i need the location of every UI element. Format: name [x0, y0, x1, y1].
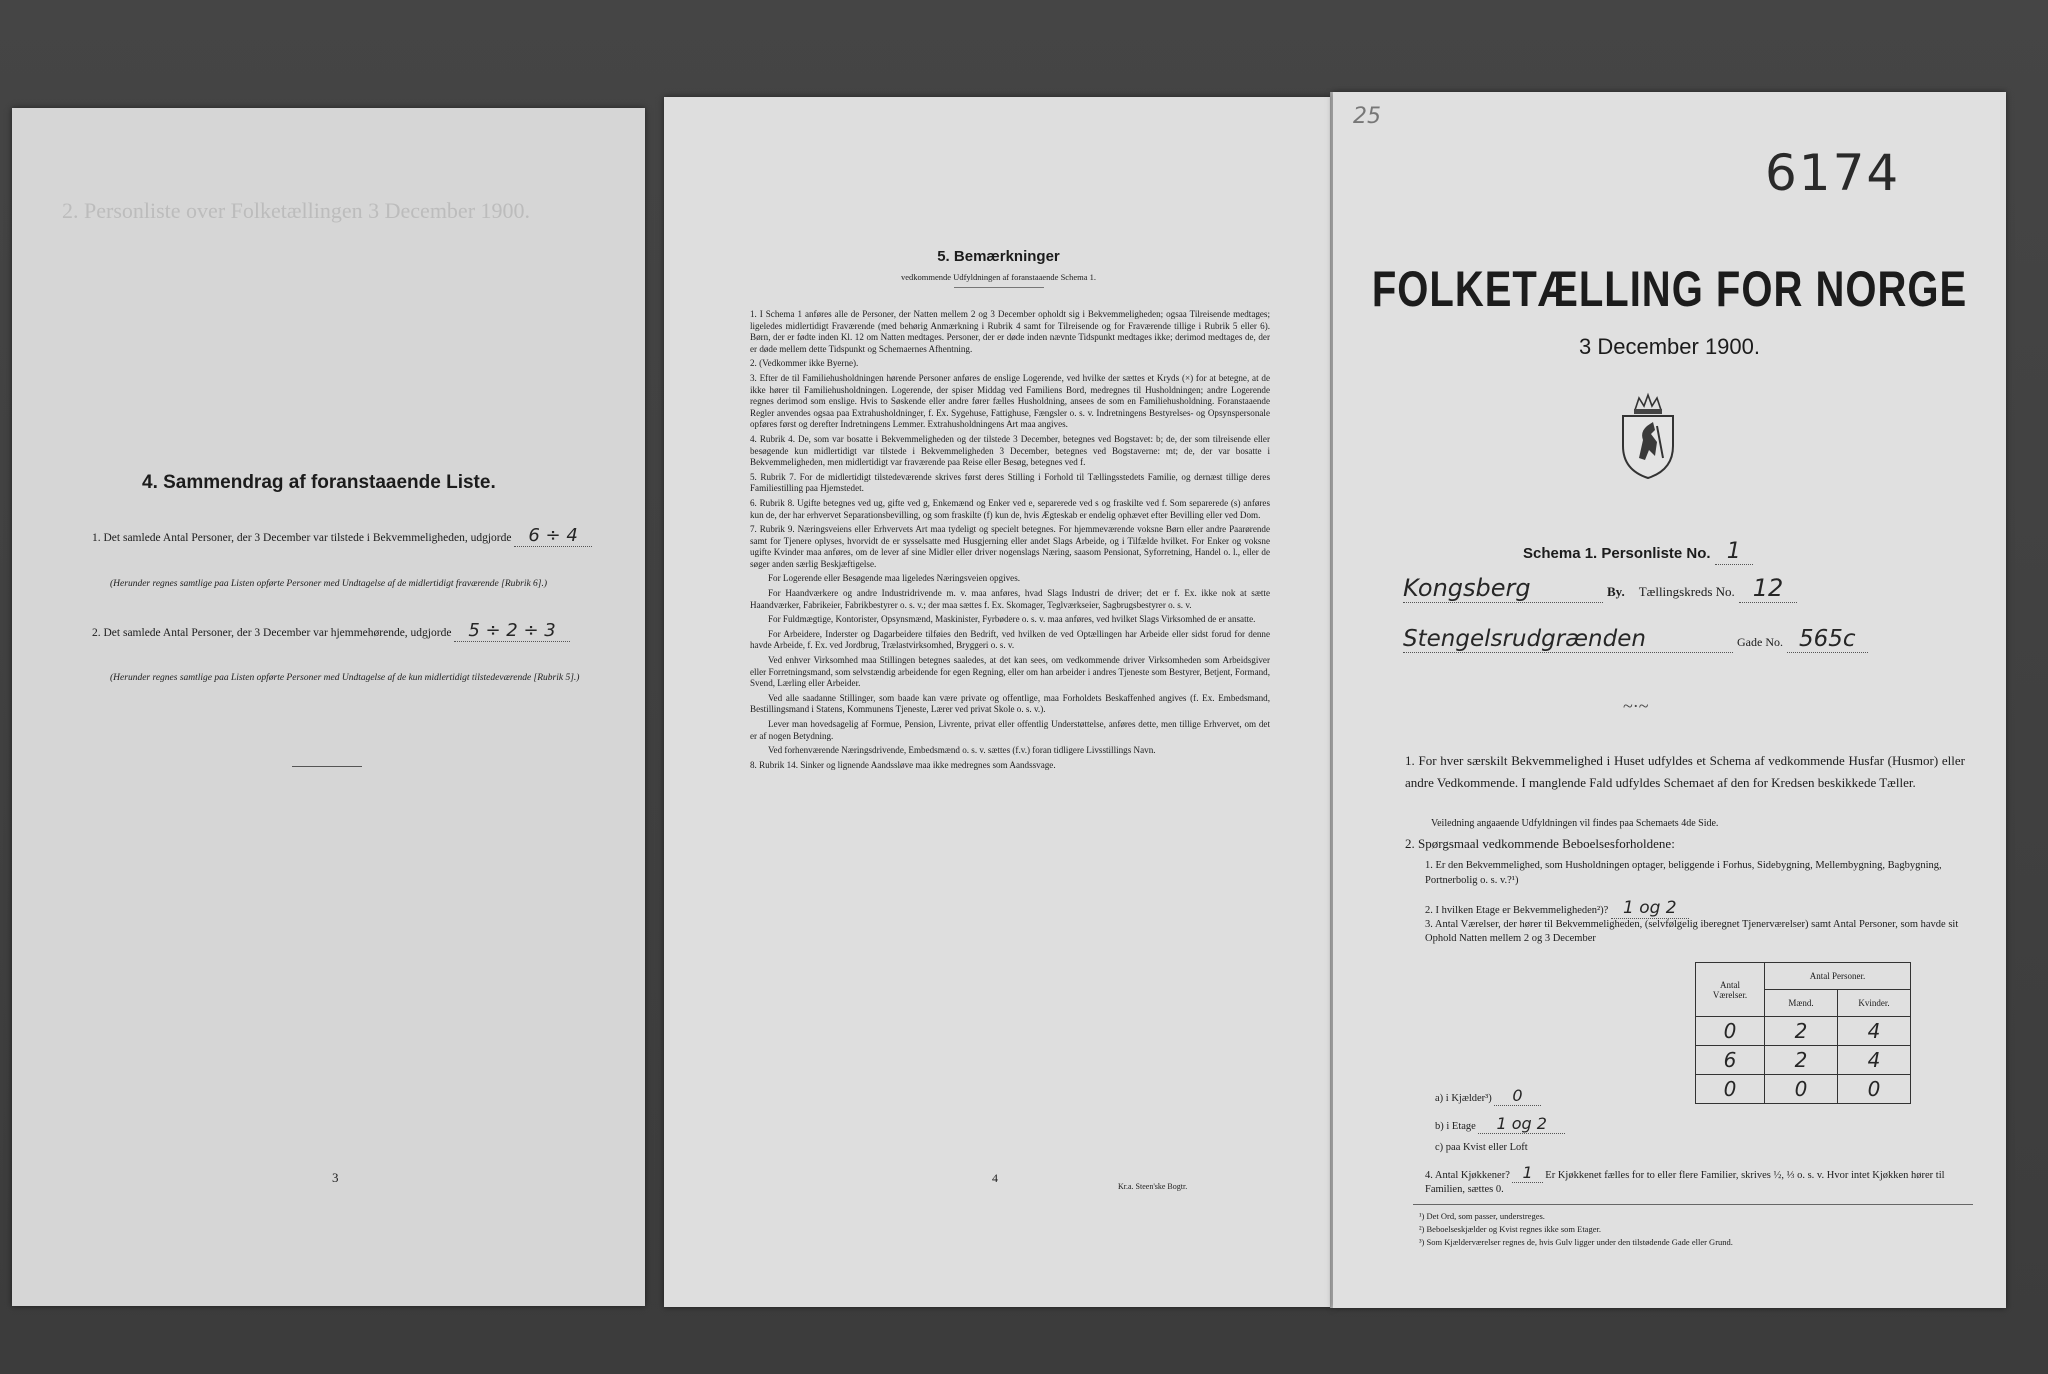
footnote-rule	[1413, 1204, 1973, 1205]
cell-women-a: 4	[1838, 1017, 1911, 1046]
instruction-1-note: Veiledning angaaende Udfyldningen vil findes paa Schemaets 4de Side.	[1431, 818, 1719, 829]
remark-paragraph: 3. Efter de til Familiehusholdningen hørende Personer anføres de enslige Logerende, ved hvilke der sættes et Kryds (×) for at betegne, at de ikke hører til Familiehusholdningen. Logerende, der spiser Middag ved Familiens Bord, medregnes til Husholdningen; andre Logerende regnes derimod som enslige. Hvis to Søskende eller andre fører fælles Husholdning, ansees de som en Familiehusholdning. Foranstaaende Regler anvendes ogsaa paa Extrahusholdninger, f. Ex. Sygehuse, Fattighuse, Fængsler o. s. v. Indretningens Bestyrelses- og Opsynspersonale opføres først og derefter Indretningens Lemmer. Extrahusholdningens Art maa angives.	[750, 372, 1270, 430]
summary-item-2-text: 2. Det samlede Antal Personer, der 3 December var hjemmehørende, udgjorde	[92, 627, 452, 639]
question-4-rest: Er Kjøkkenet fælles for to eller flere Familier, skrives ½, ⅓ o. s. v. Hvor intet Kjøkken hører til Familien, sættes 0.	[1425, 1170, 1945, 1195]
street-value: Stengelsrudgrænden	[1403, 626, 1733, 653]
archive-number: 6174	[1765, 144, 1901, 202]
remark-paragraph: 6. Rubrik 8. Ugifte betegnes ved ug, gifte ved g, Enkemænd og Enker ved e, separerede ved s og fraskilte ved f. Som separerede (s) anføres kun de, der har erhvervet Separationsbevilling, og som fraskilte (f) kun de, hvis Ægteskab er endelig ophævet efter Bevilling eller ved Dom.	[750, 497, 1270, 520]
cell-women-b: 4	[1838, 1046, 1911, 1075]
row-label-b	[1435, 1114, 1565, 1133]
question-4-text: 4. Antal Kjøkkener?	[1425, 1170, 1510, 1181]
by-label: By.	[1607, 584, 1625, 599]
coat-of-arms-icon	[1617, 392, 1679, 480]
cell-women-c: 0	[1838, 1075, 1911, 1104]
row-label-a-answer: 0	[1494, 1086, 1540, 1106]
footnotes	[1419, 1210, 1979, 1249]
schema-label-text: Schema 1. Personliste No.	[1523, 545, 1711, 562]
cell-men-b: 2	[1765, 1046, 1838, 1075]
kreds-value: 12	[1739, 574, 1798, 603]
kreds-label: Tællingskreds No.	[1638, 584, 1735, 599]
remark-paragraph: Lever man hovedsagelig af Formue, Pension, Livrente, privat eller offentlig Understøttelse, anføres dette, men tillige Erhvervet, om det er af nogen Betydning.	[750, 719, 1270, 741]
footnote-2: ²) Beboelseskjælder og Kvist regnes ikke som Etager.	[1419, 1224, 1601, 1234]
question-4-answer: 1	[1512, 1163, 1542, 1183]
cell-rooms-a: 0	[1696, 1017, 1765, 1046]
summary-item-1-text: 1. Det samlede Antal Personer, der 3 December var tilstede i Bekvemmeligheden, udgjorde	[92, 532, 512, 544]
remark-paragraph: 8. Rubrik 14. Sinker og lignende Aandssløve maa ikke medregnes som Aandssvage.	[750, 759, 1056, 770]
schema-number: 1	[1715, 539, 1753, 565]
summary-item-1-note: (Herunder regnes samtlige paa Listen opførte Personer med Undtagelse af de midlertidigt fraværende [Rubrik 6].)	[110, 579, 548, 589]
remark-paragraph: 7. Rubrik 9. Næringsveiens eller Erhvervets Art maa tydeligt og specielt betegnes. For hjemmeværende voksne Børn eller andre Paarørende samt for Tjenere oplyses, hvorvidt de er sysselsatte med Husgjerning eller andet Slags Arbeide, og i Tilfælde hvilket. For Enker og voksne ugifte Kvinder maa anføres, om de lever af sine Midler eller driver nogenslags Næring, saasom Pensionat, Syforretning, Handel o. l., eller de søger anden særlig Beskjæftigelse.	[750, 524, 1270, 569]
footnote-1: ¹) Det Ord, som passer, understreges.	[1419, 1211, 1545, 1221]
cell-men-a: 2	[1765, 1017, 1838, 1046]
remark-paragraph: For Arbeidere, Inderster og Dagarbeidere tilføies den Bedrift, ved hvilken de ved Optællingen har Arbeide eller sidst forud for denne havde Arbeide, f. Ex. ved Jordbrug, Trælastvirksomhed, Bryggeri o. s. v.	[750, 628, 1270, 651]
question-2-text: 2. I hvilken Etage er Bekvemmeligheden²)?	[1425, 905, 1609, 916]
row-label-b-answer: 1 og 2	[1478, 1114, 1564, 1134]
header-women: Kvinder.	[1838, 990, 1911, 1017]
remarks-rule	[954, 287, 1044, 288]
remarks-body	[750, 309, 1270, 774]
header-persons: Antal Personer.	[1765, 963, 1911, 990]
gade-label: Gade No.	[1737, 635, 1783, 649]
row-label-c: c) paa Kvist eller Loft	[1435, 1142, 1528, 1153]
row-label-a-text: a) i Kjælder³)	[1435, 1093, 1492, 1104]
summary-item-1-value: 6 ÷ 4	[514, 525, 591, 547]
remark-paragraph: 1. I Schema 1 anføres alle de Personer, der Natten mellem 2 og 3 December opholdt sig i Bekvemmeligheden; ogsaa Tilreisende medtages; ligeledes midlertidigt Fraværende (med behørig Anmærkning i Rubrik 4 samt for Tilreisende og for Fraværende tillige i Rubrik 5 eller 6). Børn, der er fødte inden Kl. 12 om Natten medtages. Personer, der er døde inden nævnte Tidspunkt medtages ikke; derimod medtages de, der er døde mellem dette Tidspunkt og Schemaernes Afhentning.	[750, 309, 1270, 354]
remark-paragraph: 4. Rubrik 4. De, som var bosatte i Bekvemmeligheden og der tilstede 3 December, betegnes ved Bogstavet: b; de, der som tilreisende eller besøgende kun midlertidigt var tilstede i Bekvemmeligheden 3 December, betegnes ved Bogstaverne: mt; de, der var bosatte i Bekvemmeligheden, men midlertidigt var fraværende paa Reise eller Besøg, betegnes ved f.	[750, 433, 1270, 468]
header-men: Mænd.	[1765, 990, 1838, 1017]
printer-imprint: Kr.a. Steen'ske Bogtr.	[1118, 1182, 1188, 1191]
remark-paragraph: For Logerende eller Besøgende maa ligeledes Næringsveien opgives.	[768, 573, 1021, 584]
footnote-3: ³) Som Kjælderværelser regnes de, hvis Gulv ligger under den tilstødende Gade eller Grund.	[1419, 1237, 1733, 1247]
gade-value: 565c	[1787, 626, 1868, 653]
summary-heading: 4. Sammendrag af foranstaaende Liste.	[142, 472, 496, 493]
summary-item-2	[92, 620, 592, 641]
remarks-subheading: vedkommende Udfyldningen af foranstaaende Schema 1.	[901, 272, 1096, 282]
remark-paragraph: For Haandværkere og andre Industridrivende m. v. maa anføres, hvad Slags Industri de driver; det er f. Ex. ikke nok at sætte Haandværker, Fabrikeier, Fabrikbestyrer o. s. v.; der maa sættes f. Ex. Skomager, Teglværkseier, Sagbrugsbestyrer o. s. v.	[750, 588, 1270, 610]
question-2-answer: 1 og 2	[1611, 898, 1689, 919]
header-rooms: Antal Værelser.	[1696, 963, 1765, 1017]
remark-paragraph: For Fuldmægtige, Kontorister, Opsynsmænd, Maskinister, Fyrbødere o. s. v. maa anføres, ved hvilket Slags Virksomhed de er ansatte.	[768, 614, 1256, 625]
question-3: 3. Antal Værelser, der hører til Bekvemmeligheden, (selvfølgelig iberegnet Tjenerværelser) samt Antal Personer, som havde sit Ophold Natten mellem 2 og 3 December	[1425, 919, 1959, 944]
cell-men-c: 0	[1765, 1075, 1838, 1104]
instruction-2: 2. Spørgsmaal vedkommende Beboelsesforholdene:	[1405, 836, 1675, 851]
question-4	[1425, 1163, 1970, 1197]
remarks-heading: 5. Bemærkninger	[937, 248, 1060, 265]
question-1	[1425, 858, 1970, 888]
housing-table	[1695, 962, 1911, 1104]
instruction-1: 1. For hver særskilt Bekvemmelighed i Huset udfyldes et Schema af vedkommende Husfar (Husmor) eller andre Vedkommende. I manglende Fald udfyldes Schemaet af den for Kredsen beskikkede Tæller.	[1405, 753, 1965, 790]
remark-paragraph: 2. (Vedkommer ikke Byerne).	[750, 358, 859, 369]
right-page	[1333, 92, 2006, 1308]
left-page	[12, 108, 645, 1306]
remark-paragraph: Ved alle saadanne Stillinger, som baade kan være private og offentlige, maa Forholdets Beskaffenhed angives (f. Ex. Embedsmand, Bestillingsmand i Statens, Kommunens Tjeneste, Lærer ved privat Skole o. s. v.).	[750, 692, 1270, 715]
question-2	[1425, 898, 1970, 918]
page-number-3: 3	[332, 1170, 339, 1185]
summary-item-1	[92, 525, 592, 546]
remark-paragraph: 5. Rubrik 7. For de midlertidigt tilstedeværende skrives først deres Stilling i Forhold til Tællingsstedets Familie, og dernæst tillige deres Familiestilling paa Hjemstedet.	[750, 471, 1270, 494]
row-label-b-text: b) i Etage	[1435, 1121, 1476, 1132]
bleed-through-header: 2. Personliste over Folketællingen 3 December 1900.	[62, 198, 531, 223]
question-1-text: 1. Er den Bekvemmelighed, som Husholdningen optager, beliggende i Forhus, Sidebygning, Mellembygning, Bagbygning, Portnerbolig o. s. v.?¹)	[1425, 860, 1942, 886]
street-line	[1403, 626, 1993, 653]
census-title: FOLKETÆLLING FOR NORGE	[1371, 262, 1968, 317]
ornament-divider: ~·~	[1623, 696, 1649, 716]
remark-paragraph: Ved enhver Virksomhed maa Stillingen betegnes saaledes, at det kan sees, om vedkommende driver Virksomheden som Arbeidsgiver eller Forretningsmand, som selvstændig arbeidende for egen Regning, eller om han arbeider i andres Tjeneste som Bestyrer, Betjent, Formand, Svend, Lærling eller Arbeider.	[750, 655, 1270, 689]
schema-label	[1523, 539, 1753, 564]
pencil-number: 25	[1353, 104, 1381, 129]
cell-rooms-b: 6	[1696, 1046, 1765, 1075]
cell-rooms-c: 0	[1696, 1075, 1765, 1104]
remark-paragraph: Ved forhenværende Næringsdrivende, Embedsmænd o. s. v. sættes (f.v.) foran tidligere Livsstillings Navn.	[768, 745, 1156, 756]
page-number-4: 4	[992, 1171, 998, 1185]
location-line	[1403, 574, 1983, 603]
town-value: Kongsberg	[1403, 574, 1603, 603]
row-label-a	[1435, 1086, 1541, 1105]
summary-item-2-note: (Herunder regnes samtlige paa Listen opførte Personer med Undtagelse af de kun midlertidigt tilstedeværende [Rubrik 5].)	[110, 673, 580, 683]
summary-item-2-value: 5 ÷ 2 ÷ 3	[454, 620, 569, 642]
census-date: 3 December 1900.	[1579, 334, 1760, 359]
divider-rule	[292, 766, 362, 767]
middle-page	[664, 97, 1333, 1307]
